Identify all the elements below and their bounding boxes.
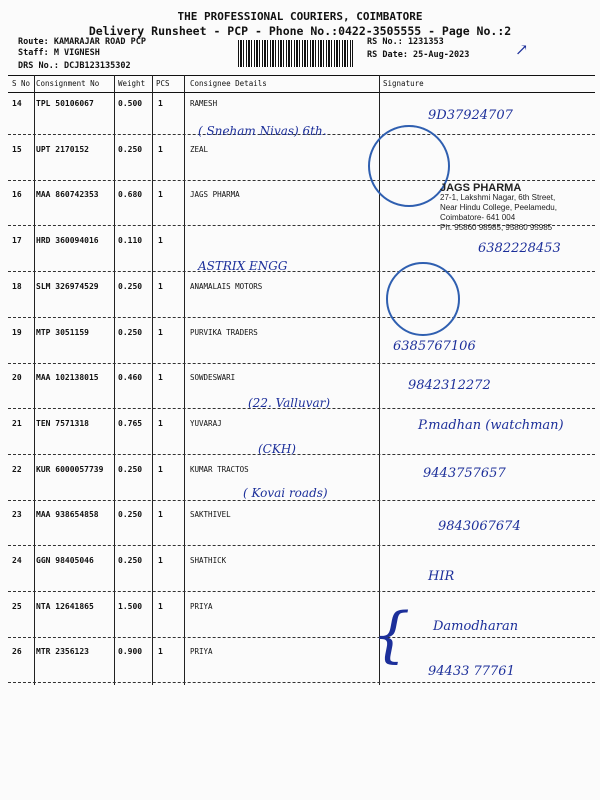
col-consignee: Consignee Details bbox=[190, 79, 267, 88]
row-pcs: 1 bbox=[158, 647, 163, 657]
row-weight: 0.765 bbox=[118, 418, 143, 428]
runsheet-subtitle: Delivery Runsheet - PCP - Phone No.:0422-3505555 - Page No.:2 bbox=[88, 24, 512, 38]
row-pcs: 1 bbox=[158, 99, 163, 108]
row-weight: 0.250 bbox=[118, 556, 143, 565]
table-row bbox=[8, 503, 595, 546]
row-weight: 0.500 bbox=[118, 99, 143, 108]
row-sno: 22 bbox=[12, 464, 22, 474]
handwritten-signature: 6385767106 bbox=[393, 338, 476, 354]
handwritten-signature: Damodharan bbox=[433, 618, 519, 634]
row-sno: 19 bbox=[12, 327, 22, 337]
row-pcs: 1 bbox=[158, 601, 163, 611]
row-consignee: KUMAR TRACTOS bbox=[190, 464, 249, 474]
handwritten-signature: 9443757657 bbox=[423, 465, 506, 481]
row-consignee: JAGS PHARMA bbox=[190, 190, 240, 200]
row-sno: 24 bbox=[12, 556, 22, 565]
row-weight: 0.250 bbox=[118, 144, 143, 154]
row-consignee: ZEAL bbox=[190, 144, 209, 154]
company-seal-stamp bbox=[386, 262, 460, 336]
row-consignee: PRIYA bbox=[190, 647, 213, 657]
company-title: THE PROFESSIONAL COURIERS, COIMBATORE bbox=[177, 10, 423, 23]
handwritten-note: ( Kovai roads) bbox=[243, 485, 328, 500]
row-consignee: PRIYA bbox=[190, 601, 213, 611]
company-seal-stamp bbox=[368, 125, 450, 207]
row-consignment: TPL 50106067 bbox=[36, 99, 94, 108]
handwritten-signature: HIR bbox=[428, 569, 455, 584]
row-sno: 15 bbox=[12, 144, 22, 154]
rs-date: RS Date: 25-Aug-2023 bbox=[367, 50, 470, 60]
row-consignee: YUVARAJ bbox=[190, 418, 222, 428]
col-sno: S No bbox=[12, 79, 31, 88]
handwritten-signature: 9842312272 bbox=[408, 378, 491, 394]
route-label: Route: KAMARAJAR ROAD PCP bbox=[18, 37, 146, 47]
row-pcs: 1 bbox=[158, 281, 163, 291]
row-consignment: MAA 860742353 bbox=[36, 190, 99, 200]
row-weight: 1.500 bbox=[118, 601, 143, 611]
table-row bbox=[8, 640, 595, 683]
table-row bbox=[8, 549, 595, 592]
row-weight: 0.250 bbox=[118, 281, 143, 291]
row-consignee: PURVIKA TRADERS bbox=[190, 327, 258, 337]
row-consignment: SLM 326974529 bbox=[36, 281, 99, 291]
row-sno: 14 bbox=[12, 99, 22, 108]
row-pcs: 1 bbox=[158, 327, 163, 337]
row-pcs: 1 bbox=[158, 464, 163, 474]
handwritten-signature: 94433 77761 bbox=[428, 664, 515, 680]
bracket-mark: { bbox=[372, 600, 411, 670]
row-consignment: MAA 102138015 bbox=[36, 373, 99, 383]
table-row bbox=[8, 412, 595, 455]
row-consignee: SHATHICK bbox=[190, 556, 227, 565]
row-consignment: GGN 98405046 bbox=[36, 556, 94, 565]
table-row bbox=[8, 458, 595, 501]
table-header bbox=[8, 75, 595, 93]
row-consignment: NTA 12641865 bbox=[36, 601, 94, 611]
table-row bbox=[8, 229, 595, 272]
handwritten-signature: 6382228453 bbox=[478, 241, 561, 257]
table-row bbox=[8, 321, 595, 364]
table-row bbox=[8, 275, 595, 318]
handwritten-signature: P.madhan (watchman) bbox=[418, 417, 564, 433]
row-weight: 0.110 bbox=[118, 236, 143, 246]
row-consignee: SAKTHIVEL bbox=[190, 510, 231, 520]
row-weight: 0.900 bbox=[118, 647, 143, 657]
handwritten-signature: 9843067674 bbox=[438, 519, 521, 535]
row-consignment: KUR 6000057739 bbox=[36, 464, 104, 474]
row-weight: 0.250 bbox=[118, 510, 143, 520]
staff-label: Staff: M VIGNESH bbox=[18, 48, 100, 58]
col-consignment: Consignment No bbox=[36, 79, 100, 88]
row-pcs: 1 bbox=[158, 556, 163, 565]
row-consignment: TEN 7571318 bbox=[36, 418, 89, 428]
row-sno: 17 bbox=[12, 236, 22, 246]
row-pcs: 1 bbox=[158, 144, 163, 154]
row-sno: 20 bbox=[12, 373, 22, 383]
row-weight: 0.680 bbox=[118, 190, 143, 200]
handwritten-note: (CKH) bbox=[258, 441, 296, 456]
row-pcs: 1 bbox=[158, 190, 163, 200]
row-consignment: MTP 3051159 bbox=[36, 327, 89, 337]
barcode bbox=[238, 40, 353, 67]
row-weight: 0.460 bbox=[118, 373, 143, 383]
row-sno: 23 bbox=[12, 510, 22, 520]
row-consignment: UPT 2170152 bbox=[36, 144, 89, 154]
handwritten-signature: 9D37924707 bbox=[428, 108, 513, 123]
row-sno: 21 bbox=[12, 418, 22, 428]
col-weight: Weight bbox=[118, 79, 146, 88]
row-sno: 16 bbox=[12, 190, 22, 200]
drs-number: DRS No.: DCJB123135302 bbox=[18, 61, 131, 71]
row-weight: 0.250 bbox=[118, 327, 143, 337]
col-pcs: PCS bbox=[156, 79, 170, 88]
handwritten-note: ASTRIX ENGG bbox=[198, 259, 288, 274]
table-row bbox=[8, 138, 595, 181]
row-pcs: 1 bbox=[158, 236, 163, 246]
handwritten-note: ( Sneham Nivas) 6th. bbox=[198, 124, 327, 138]
row-pcs: 1 bbox=[158, 373, 163, 383]
row-consignee: SOWDESWARI bbox=[190, 373, 236, 383]
row-consignment: HRD 360094016 bbox=[36, 236, 99, 246]
row-sno: 18 bbox=[12, 281, 22, 291]
row-consignment: MTR 2356123 bbox=[36, 647, 89, 657]
table-row bbox=[8, 366, 595, 409]
table-row bbox=[8, 595, 595, 638]
row-sno: 25 bbox=[12, 601, 22, 611]
row-consignee: RAMESH bbox=[190, 99, 218, 108]
handwritten-note: (22. Valluvar) bbox=[248, 396, 331, 411]
table-row bbox=[8, 92, 595, 138]
row-sno: 26 bbox=[12, 647, 22, 657]
jags-stamp: JAGS PHARMA 27-1, Lakshmi Nagar, 6th Street, Near Hindu College, Peelamedu, Coimbatore- 641 004 Ph. 95860 98985, 95860 95985 bbox=[440, 182, 557, 232]
row-consignee: ANAMALAIS MOTORS bbox=[190, 281, 263, 291]
check-mark-icon: ↗ bbox=[515, 40, 529, 59]
col-signature: Signature bbox=[383, 79, 424, 88]
row-consignment: MAA 938654858 bbox=[36, 510, 99, 520]
row-pcs: 1 bbox=[158, 510, 163, 520]
row-weight: 0.250 bbox=[118, 464, 143, 474]
row-pcs: 1 bbox=[158, 418, 163, 428]
rs-number: RS No.: 1231353 bbox=[367, 37, 444, 47]
